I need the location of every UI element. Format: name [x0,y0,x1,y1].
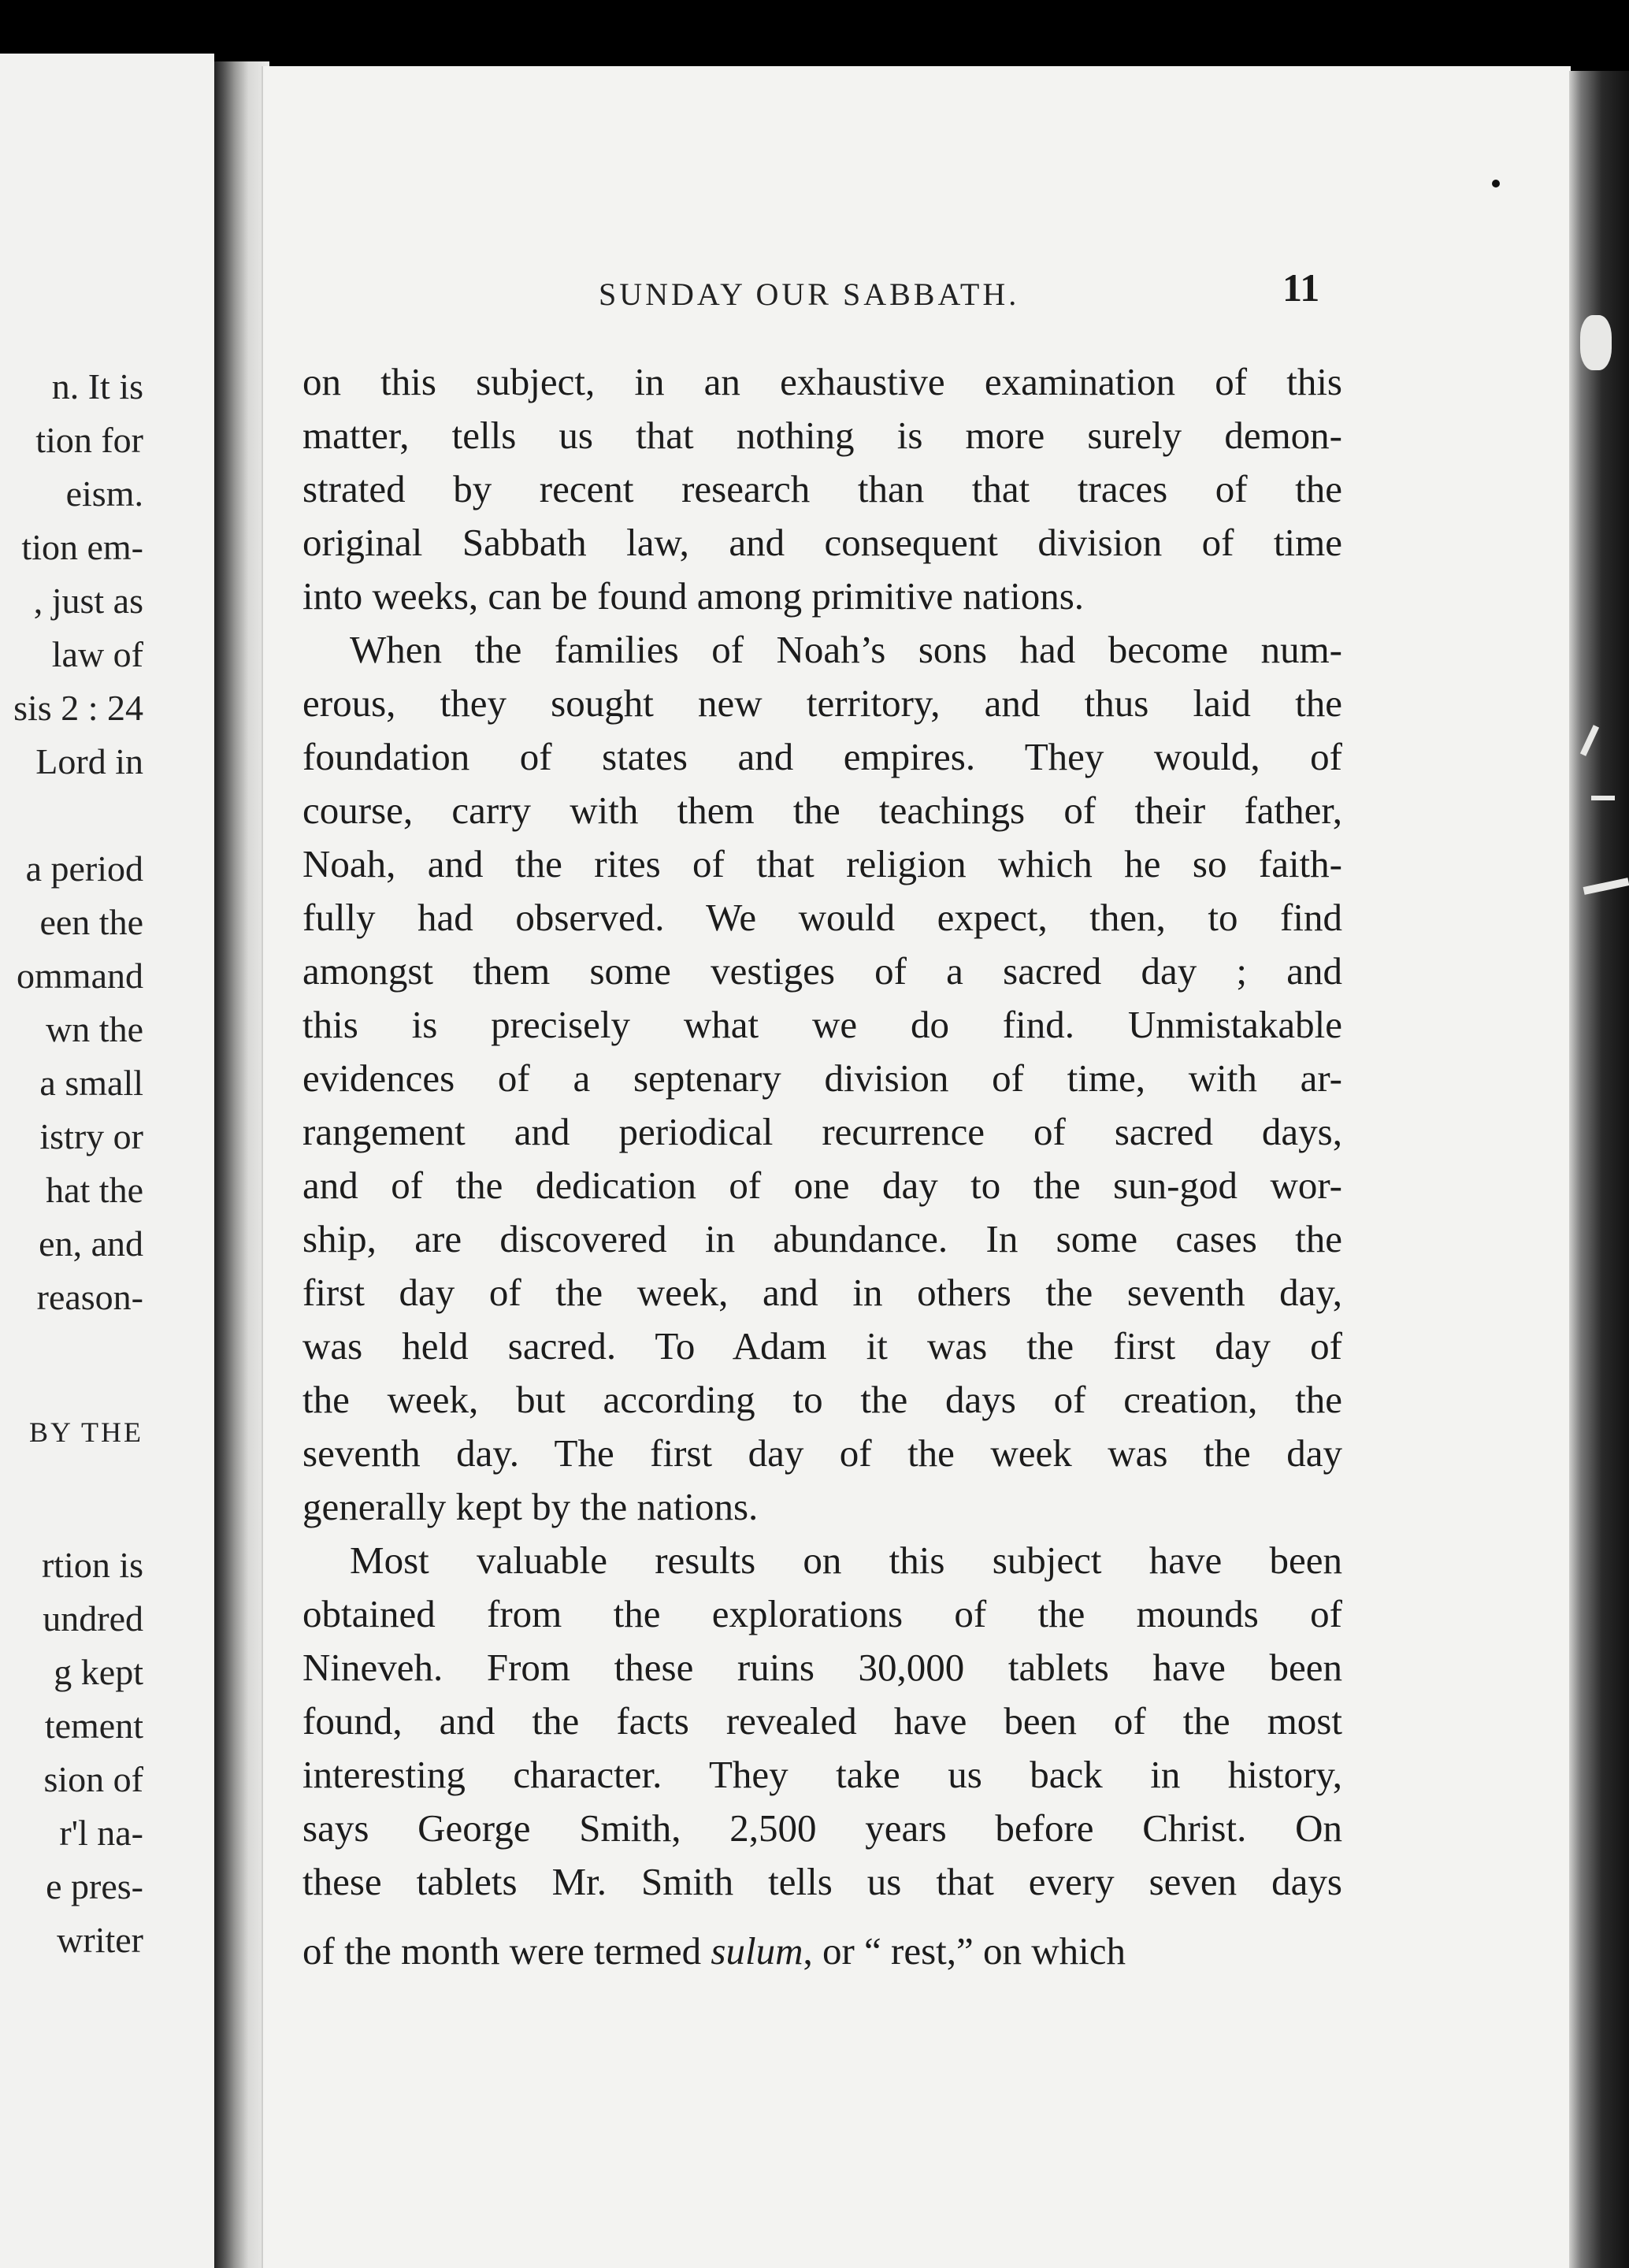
body-line: says George Smith, 2,500 years before Christ. On [302,1806,1342,1850]
left-page-fragment: en, and [39,1223,143,1264]
body-line: foundation of states and empires. They would, of [302,735,1342,778]
body-line: these tablets Mr. Smith tells us that every seven days [302,1860,1342,1903]
page-number: 11 [1282,265,1320,310]
body-line: on this subject, in an exhaustive examination of this [302,360,1342,403]
body-line: amongst them some vestiges of a sacred day ; and [302,949,1342,993]
left-page-fragment: n. It is [51,366,143,406]
body-line: the week, but according to the days of creation, the [302,1378,1342,1421]
left-page-fragment: undred [43,1598,143,1639]
body-line: Noah, and the rites of that religion which he so faith- [302,842,1342,885]
left-page-fragment: sis 2 : 24 [13,688,143,728]
left-page-fragment: e pres- [46,1866,143,1906]
body-line: seventh day. The first day of the week was the day [302,1431,1342,1475]
body-line: fully had observed. We would expect, then, to find [302,896,1342,939]
left-page-fragment: a small [39,1063,143,1103]
left-page-fragment: tement [44,1706,143,1746]
body-line: course, carry with them the teachings of their father, [302,789,1342,832]
body-line: evidences of a septenary division of time, with ar- [302,1056,1342,1100]
body-line: matter, tells us that nothing is more surely demon- [302,414,1342,457]
last-line-after: , or “ rest,” on which [803,1929,1126,1973]
body-line: and of the dedication of one day to the sun-god wor- [302,1164,1342,1207]
body-line: strated by recent research than that traces of the [302,467,1342,510]
left-page-fragment: , just as [33,581,143,621]
left-page-fragment: sion of [43,1759,143,1799]
left-page-fragment: BY THE [28,1416,143,1448]
left-page-fragment: hat the [46,1170,143,1210]
body-line: into weeks, can be found among primitive nations. [302,574,1085,618]
left-page-fragment: eism. [65,473,143,514]
left-page-fragment: law of [51,634,143,674]
running-head: SUNDAY OUR SABBATH. [599,277,1020,312]
left-page [0,54,214,2268]
body-line: Most valuable results on this subject have been [350,1539,1342,1582]
left-page-fragment: Lord in [35,741,143,781]
body-line-last [302,1929,1342,1973]
left-page-fragment: een the [39,902,143,942]
left-page-fragment: reason- [36,1277,143,1317]
body-line: rangement and periodical recurrence of sacred days, [302,1110,1342,1153]
edge-mark [1580,315,1612,370]
body-line: this is precisely what we do find. Unmistakable [302,1003,1342,1046]
left-page-fragment: r'l na- [59,1813,143,1853]
body-line: interesting character. They take us back in history, [302,1753,1342,1796]
last-line-italic: sulum [711,1929,803,1973]
left-page-fragment: tion em- [21,527,143,567]
body-line: ship, are discovered in abundance. In some cases the [302,1217,1342,1260]
body-line: generally kept by the nations. [302,1485,759,1528]
left-page-fragment: istry or [39,1116,143,1156]
body-line: When the families of Noah’s sons had become num- [350,628,1342,671]
body-line: first day of the week, and in others the seventh day, [302,1271,1342,1314]
left-page-fragment: ommand [17,956,143,996]
body-line: was held sacred. To Adam it was the first day of [302,1324,1342,1368]
left-page-fragment: wn the [46,1009,143,1049]
body-line: obtained from the explorations of the mounds of [302,1592,1342,1635]
edge-mark [1591,796,1615,800]
page-edge-shadow [1569,71,1629,2268]
left-page-fragment: tion for [35,420,143,460]
body-line: found, and the facts revealed have been of the most [302,1699,1342,1743]
body-line: Nineveh. From these ruins 30,000 tablets have been [302,1646,1342,1689]
left-page-fragment: g kept [54,1652,143,1692]
body-line: original Sabbath law, and consequent division of time [302,521,1342,564]
body-line: erous, they sought new territory, and thus laid the [302,681,1342,725]
last-line-before: of the month were termed [302,1929,711,1973]
left-page-fragment: a period [25,848,143,889]
left-page-fragment: rtion is [41,1545,143,1585]
specks-dot [1492,180,1500,187]
left-page-fragment: writer [57,1920,143,1960]
